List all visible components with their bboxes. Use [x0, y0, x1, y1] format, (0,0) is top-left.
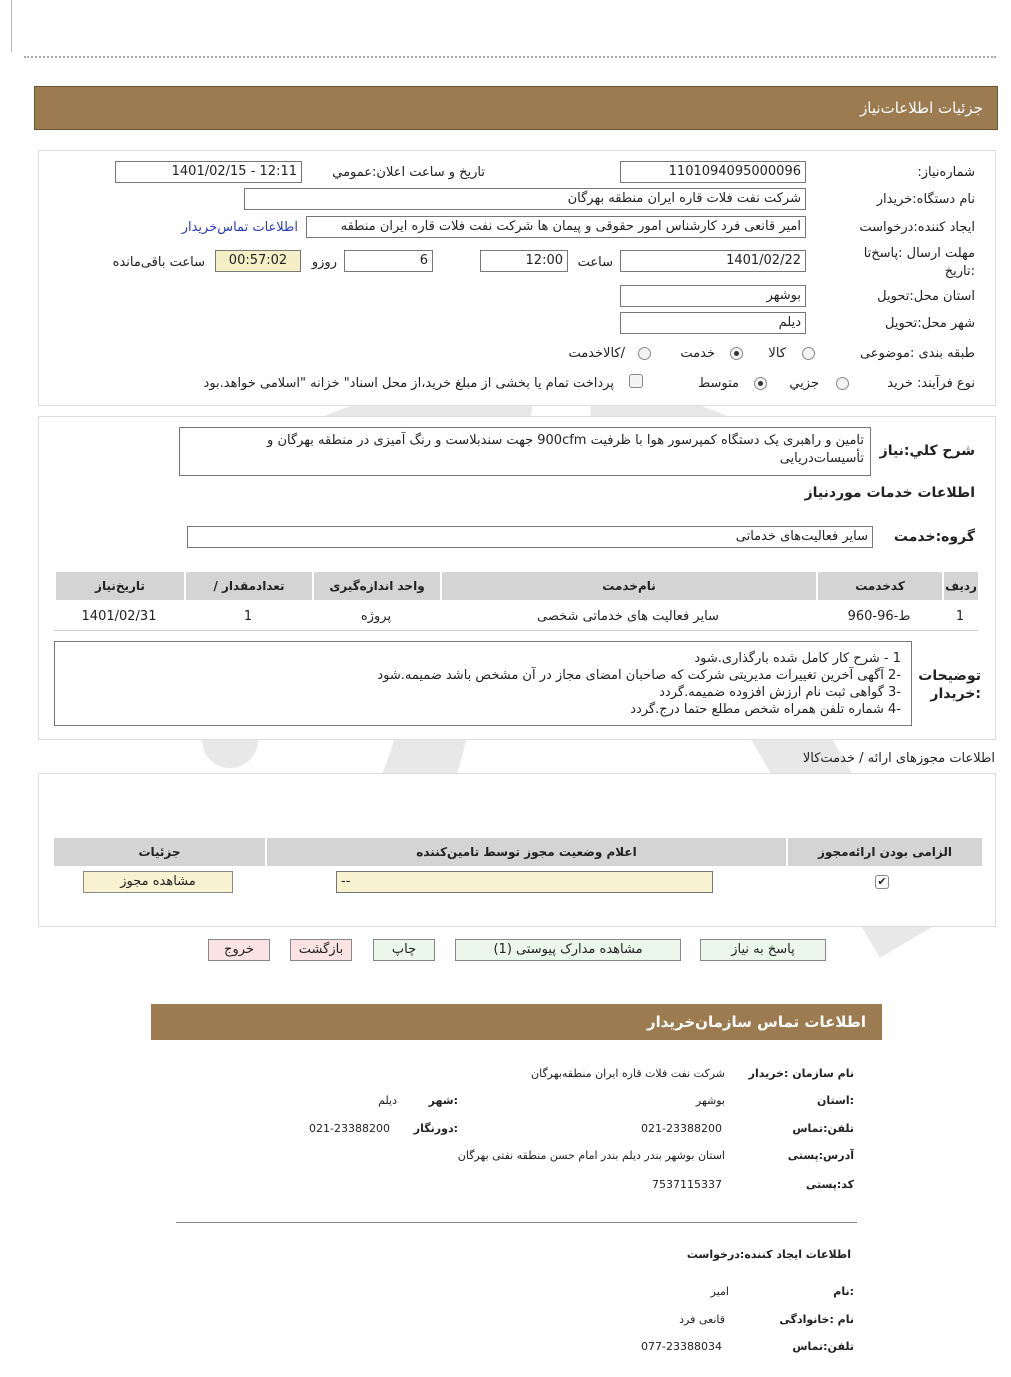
org-value: شرکت نفت فلات قاره ایران منطقه‌بهرگان	[531, 1067, 725, 1080]
dotted-divider	[24, 56, 996, 58]
permit-col-details: جزئیات	[52, 838, 265, 866]
note-line-4: -4 شماره تلفن همراه شخص مطلع حتما درج.گردد	[630, 702, 901, 717]
left-edge-line	[11, 0, 12, 52]
services-title: اطلاعات خدمات موردنیاز	[804, 485, 975, 501]
note-line-2: -2 آگهی آخرین تغییرات مدیریتی شرکت که صاحبان امضای مجاز در آن مشخص باشد ضمیمه.شود	[377, 668, 901, 683]
deadline-label: مهلت ارسال :پاسخ‌تا	[863, 246, 975, 261]
note-line-3: -3 گواهی ثبت نام ارزش افزوده ضمیمه.گردد	[659, 685, 901, 700]
creator-family-label: نام :خانوادگی	[779, 1313, 854, 1326]
buyer-contact-link[interactable]: اطلاعات تماس‌خریدار	[181, 220, 298, 235]
category-goods-radio[interactable]	[802, 347, 815, 360]
note-line-1: 1 - شرح کار کامل شده بارگذاری.شود	[694, 651, 901, 666]
city-label: شهر محل:تحویل	[885, 316, 975, 331]
contact-fax-label: :دورنگار	[413, 1122, 458, 1135]
days-field: 6	[344, 250, 433, 272]
need-number-label: شماره‌نیاز:	[917, 165, 975, 180]
treasury-payment-checkbox[interactable]	[629, 374, 643, 388]
print-button[interactable]: چاپ	[373, 939, 435, 961]
buyer-notes-box	[54, 641, 912, 726]
creator-family-value: قانعی فرد	[679, 1313, 725, 1326]
buyer-notes-label: توضیحات	[918, 668, 981, 684]
buyer-field: شرکت نفت فلات قاره ایران منطقه بهرگان	[244, 188, 806, 210]
deadline-label-2: :تاریخ	[944, 264, 975, 279]
process-partial-label: جزیي	[789, 376, 819, 391]
summary-label: شرح کلي:نیاز	[879, 443, 975, 459]
service-group-label: گروه:خدمت	[893, 529, 975, 545]
org-label: نام سازمان :خریدار	[748, 1067, 854, 1080]
need-number-field: 1101094095000096	[620, 161, 806, 183]
remaining-label: ساعت باقی‌مانده	[112, 255, 205, 270]
contact-phone-label: تلفن:تماس	[792, 1122, 854, 1135]
header-title: جزئیات اطلاعات‌نیاز	[860, 99, 983, 117]
permit-col-required: الزامی بودن ارائه‌مجوز	[786, 838, 982, 866]
category-goods-label: کالا	[768, 346, 786, 361]
contact-address-value: استان بوشهر بندر دیلم بندر امام حسن منطقه نفتی بهرگان	[457, 1149, 725, 1162]
creator-name-label: :نام	[833, 1285, 854, 1298]
category-label: طبقه بندی :موضوعی	[859, 346, 975, 361]
contact-postal-value: 7537115337	[652, 1178, 722, 1191]
col-header-quantity: / تعدادمقدار	[184, 572, 312, 600]
remaining-time-field: 00:57:02	[215, 250, 301, 272]
contact-province-value: بوشهر	[695, 1094, 725, 1107]
creator-field: امیر قانعی فرد کارشناس امور حقوقی و پیمان ها شرکت نفت فلات قاره ایران منطقه	[306, 216, 806, 238]
category-both-label: /کالاخدمت	[568, 346, 625, 361]
view-permit-button[interactable]: مشاهده مجوز	[83, 871, 233, 893]
contact-fax-value: 021-23388200	[309, 1122, 390, 1135]
exit-button[interactable]: خروج	[208, 939, 270, 961]
details-header	[34, 86, 998, 130]
creator-info-title: اطلاعات ایجاد کننده:درخواست	[686, 1248, 851, 1261]
cell-quantity: 1	[243, 609, 253, 624]
city-field: دیلم	[620, 312, 806, 334]
category-service-label: خدمت	[680, 346, 715, 361]
deadline-time-field: 12:00	[480, 250, 568, 272]
days-label: روزو	[311, 255, 337, 270]
treasury-payment-text: پرداخت تمام یا بخشی از مبلغ خرید،از محل اسناد" خزانه "اسلامی خواهد.بود	[203, 376, 614, 391]
creator-phone-value: 077-23388034	[641, 1340, 722, 1353]
contact-divider	[176, 1222, 857, 1223]
contact-city-value: دیلم	[378, 1094, 397, 1107]
col-header-unit: واحد اندازه‌گیری	[312, 572, 440, 600]
attachments-button[interactable]: مشاهده مدارک پیوستی (1)	[455, 939, 681, 961]
process-medium-radio[interactable]	[754, 377, 767, 390]
permit-status-field[interactable]: --	[336, 871, 713, 893]
reply-button[interactable]: پاسخ به نیاز	[700, 939, 826, 961]
cell-unit: پروژه	[360, 609, 392, 624]
process-medium-label: متوسط	[698, 376, 739, 391]
col-header-need-date: تاریخ‌نیاز	[54, 572, 184, 600]
contact-postal-label: کد:پستی	[805, 1178, 854, 1191]
contact-phone-value: 021-23388200	[641, 1122, 722, 1135]
cell-need-date: 1401/02/31	[81, 609, 157, 624]
contact-address-label: آدرس:پستی	[787, 1149, 854, 1162]
cell-row-number: 1	[955, 609, 965, 624]
services-table	[54, 572, 978, 632]
cell-service-name: سایر فعالیت های خدماتی شخصی	[537, 609, 719, 624]
col-header-service-code: کدخدمت	[816, 572, 942, 600]
permits-title: اطلاعات مجوزهای ارائه / خدمت‌کالا	[802, 751, 995, 766]
col-header-service-name: نام‌خدمت	[440, 572, 816, 600]
buyer-contact-header	[151, 1004, 882, 1040]
province-field: بوشهر	[620, 285, 806, 307]
creator-name-value: امیر	[710, 1285, 729, 1298]
process-label: نوع فرآیند: خرید	[887, 376, 975, 391]
contact-city-label: :شهر	[428, 1094, 458, 1107]
table-row	[54, 604, 978, 631]
contact-province-label: :استان	[817, 1094, 854, 1107]
summary-text: تامین و راهبری یک دستگاه کمپرسور هوا با ظرفیت 900cfm جهت سندبلاست و رنگ آمیزی در منطقه بهرگان و تأسیسات‌دریایی	[179, 427, 871, 476]
col-header-row-number: ردیف	[942, 572, 978, 600]
permit-col-status: اعلام وضعیت مجوز توسط تامین‌کننده	[265, 838, 786, 866]
service-group-field: سایر فعالیت‌های خدماتی	[187, 526, 873, 548]
buyer-label: نام دستگاه:خریدار	[876, 192, 975, 207]
cell-service-code: ط-96-960	[847, 609, 911, 624]
process-partial-radio[interactable]	[836, 377, 849, 390]
back-button[interactable]: بازگشت	[290, 939, 352, 961]
time-label: ساعت	[577, 255, 613, 270]
permit-required-checkbox: ✔	[875, 875, 889, 889]
category-service-radio[interactable]	[730, 347, 743, 360]
creator-label: ایجاد کننده:درخواست	[859, 220, 975, 235]
deadline-date-field: 1401/02/22	[620, 250, 806, 272]
creator-phone-label: تلفن:تماس	[792, 1340, 854, 1353]
category-both-radio[interactable]	[638, 347, 651, 360]
announce-label: تاریخ و ساعت اعلان:عمومي	[332, 165, 485, 180]
buyer-contact-title: اطلاعات تماس سازمان‌خریدار	[646, 1013, 866, 1031]
buyer-notes-label-2: :خریدار	[930, 686, 981, 702]
announce-field: 1401/02/15 - 12:11	[115, 161, 302, 183]
province-label: استان محل:تحویل	[877, 289, 975, 304]
